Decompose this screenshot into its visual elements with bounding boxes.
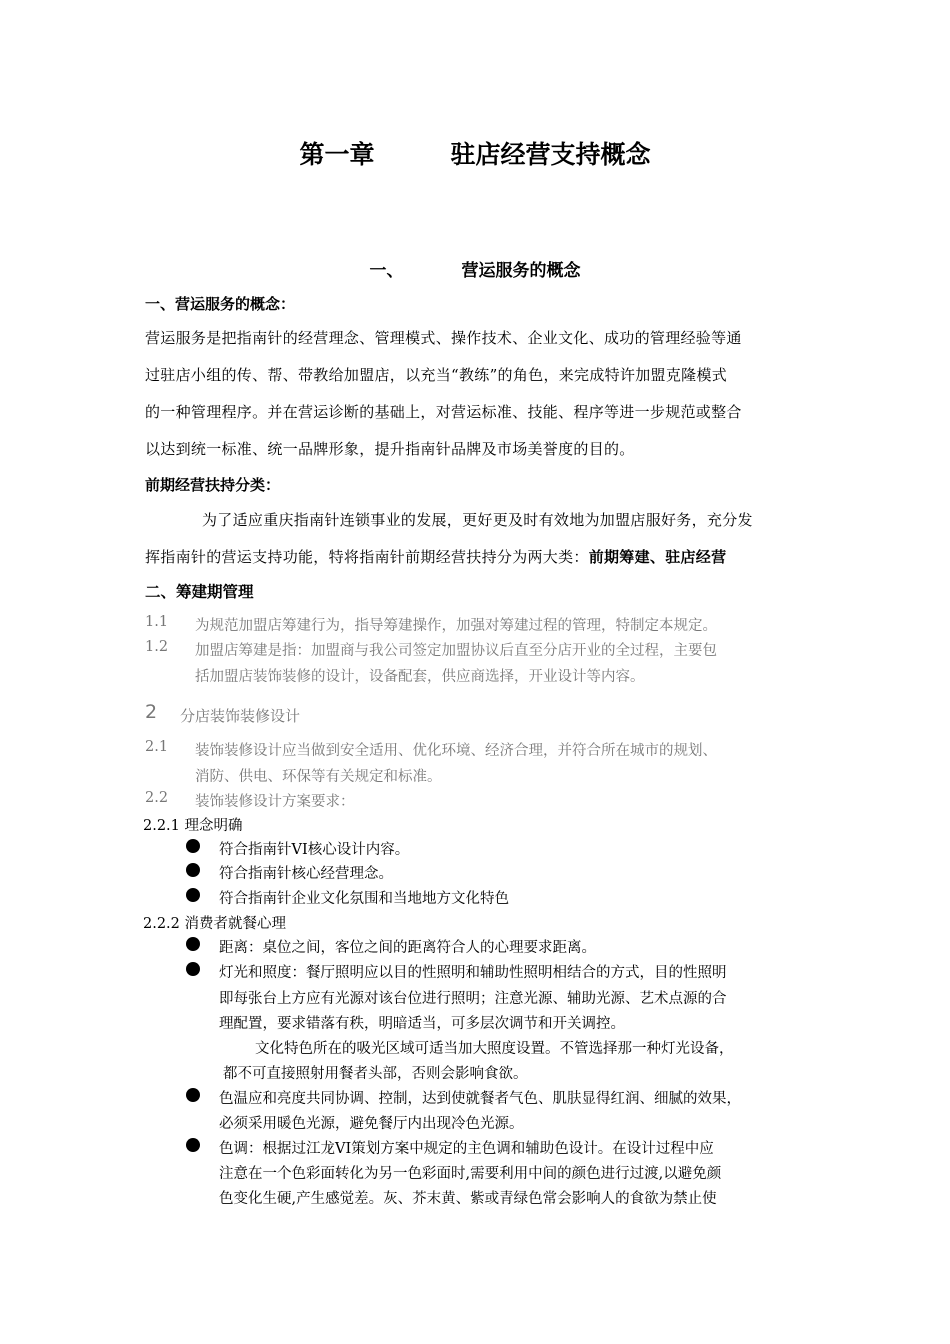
chapter-name: 驻店经营支持概念 (450, 140, 651, 169)
bullet-text: 色变化生硬,产生感觉差。灰、芥末黄、紫或青绿色常会影响人的食欲为禁止使 (219, 1191, 717, 1207)
item-number: 1.1 (145, 614, 169, 630)
bullet-icon (186, 839, 200, 853)
chapter-number: 第一章 (299, 140, 375, 169)
bullet-text: 色温应和亮度共同协调、控制，达到使就餐者气色、肌肤显得红润、细腻的效果， (219, 1091, 741, 1107)
bullet-icon (186, 863, 200, 877)
bullet-text: 符合指南针VI核心设计内容。 (219, 842, 410, 858)
bullet-text: 符合指南针企业文化氛围和当地地方文化特色 (219, 891, 509, 907)
bullet-text: 符合指南针核心经营理念。 (219, 866, 393, 882)
support-line: 为了适应重庆指南针连锁事业的发展，更好更及时有效地为加盟店服好务，充分发 (202, 511, 753, 529)
item-text: 加盟店筹建是指：加盟商与我公司签定加盟协议后直至分店开业的全过程，主要包 (195, 643, 717, 659)
bullet-icon (186, 1088, 200, 1102)
bullet-text: 灯光和照度：餐厅照明应以目的性照明和辅助性照明相结合的方式，目的性照明 (219, 965, 727, 981)
item-text: 括加盟店装饰装修的设计，设备配套，供应商选择，开业设计等内容。 (195, 669, 645, 685)
bullet-icon (186, 937, 200, 951)
paragraph-text: 文化特色所在的吸光区域可适当加大照度设置。不管选择那一种灯光设备， (255, 1041, 734, 1057)
concept-line: 过驻店小组的传、帮、带教给加盟店，以充当“教练”的角色，来完成特许加盟克隆模式 (145, 366, 728, 384)
item-text: 消防、供电、环保等有关规定和标准。 (195, 769, 442, 785)
bullet-text: 必须采用暖色光源，避免餐厅内出现冷色光源。 (219, 1116, 524, 1132)
section-title (0, 256, 950, 281)
item-number: 2.1 (145, 739, 169, 755)
section-name: 营运服务的概念 (461, 261, 581, 281)
support-heading: 前期经营扶持分类： (145, 476, 281, 494)
sub-heading: 2.2.1 理念明确 (143, 818, 243, 834)
concept-heading: 一、营运服务的概念： (145, 295, 296, 313)
item-text: 装饰装修设计方案要求： (195, 794, 355, 810)
item-text: 为规范加盟店筹建行为，指导筹建操作，加强对筹建过程的管理，特制定本规定。 (195, 618, 717, 634)
design-number: 2 (145, 701, 158, 723)
prep-heading: 二、筹建期管理 (145, 583, 254, 601)
chapter-title (0, 135, 950, 171)
bullet-text: 色调：根据过江龙VI策划方案中规定的主色调和辅助色设计。在设计过程中应 (219, 1141, 714, 1157)
sub-heading: 2.2.2 消费者就餐心理 (143, 916, 287, 932)
bullet-text: 距离：桌位之间，客位之间的距离符合人的心理要求距离。 (219, 940, 596, 956)
support-line-text: 挥指南针的营运支持功能，特将指南针前期经营扶持分为两大类： (145, 548, 589, 566)
bullet-text: 注意在一个色彩面转化为另一色彩面时,需要利用中间的颜色进行过渡,以避免颜 (219, 1166, 722, 1182)
design-title: 分店装饰装修设计 (180, 707, 301, 725)
bullet-text: 理配置，要求错落有秩，明暗适当，可多层次调节和开关调控。 (219, 1016, 625, 1032)
support-line (145, 546, 726, 567)
concept-line: 营运服务是把指南针的经营理念、管理模式、操作技术、企业文化、成功的管理经验等通 (145, 329, 742, 347)
bullet-text: 即每张台上方应有光源对该台位进行照明；注意光源、辅助光源、艺术点源的合 (219, 991, 727, 1007)
bullet-icon (186, 888, 200, 902)
support-line-emphasis: 前期筹建、驻店经营 (588, 548, 727, 566)
item-number: 2.2 (145, 790, 169, 806)
bullet-icon (186, 962, 200, 976)
section-number: 一、 (369, 261, 404, 281)
item-number: 1.2 (145, 639, 169, 655)
concept-line: 以达到统一标准、统一品牌形象，提升指南针品牌及市场美誉度的目的。 (145, 440, 635, 458)
concept-line: 的一种管理程序。并在营运诊断的基础上，对营运标准、技能、程序等进一步规范或整合 (145, 403, 742, 421)
item-text: 装饰装修设计应当做到安全适用、优化环境、经济合理，并符合所在城市的规划、 (195, 743, 717, 759)
paragraph-text: 都不可直接照射用餐者头部，否则会影响食欲。 (223, 1066, 528, 1082)
bullet-icon (186, 1138, 200, 1152)
